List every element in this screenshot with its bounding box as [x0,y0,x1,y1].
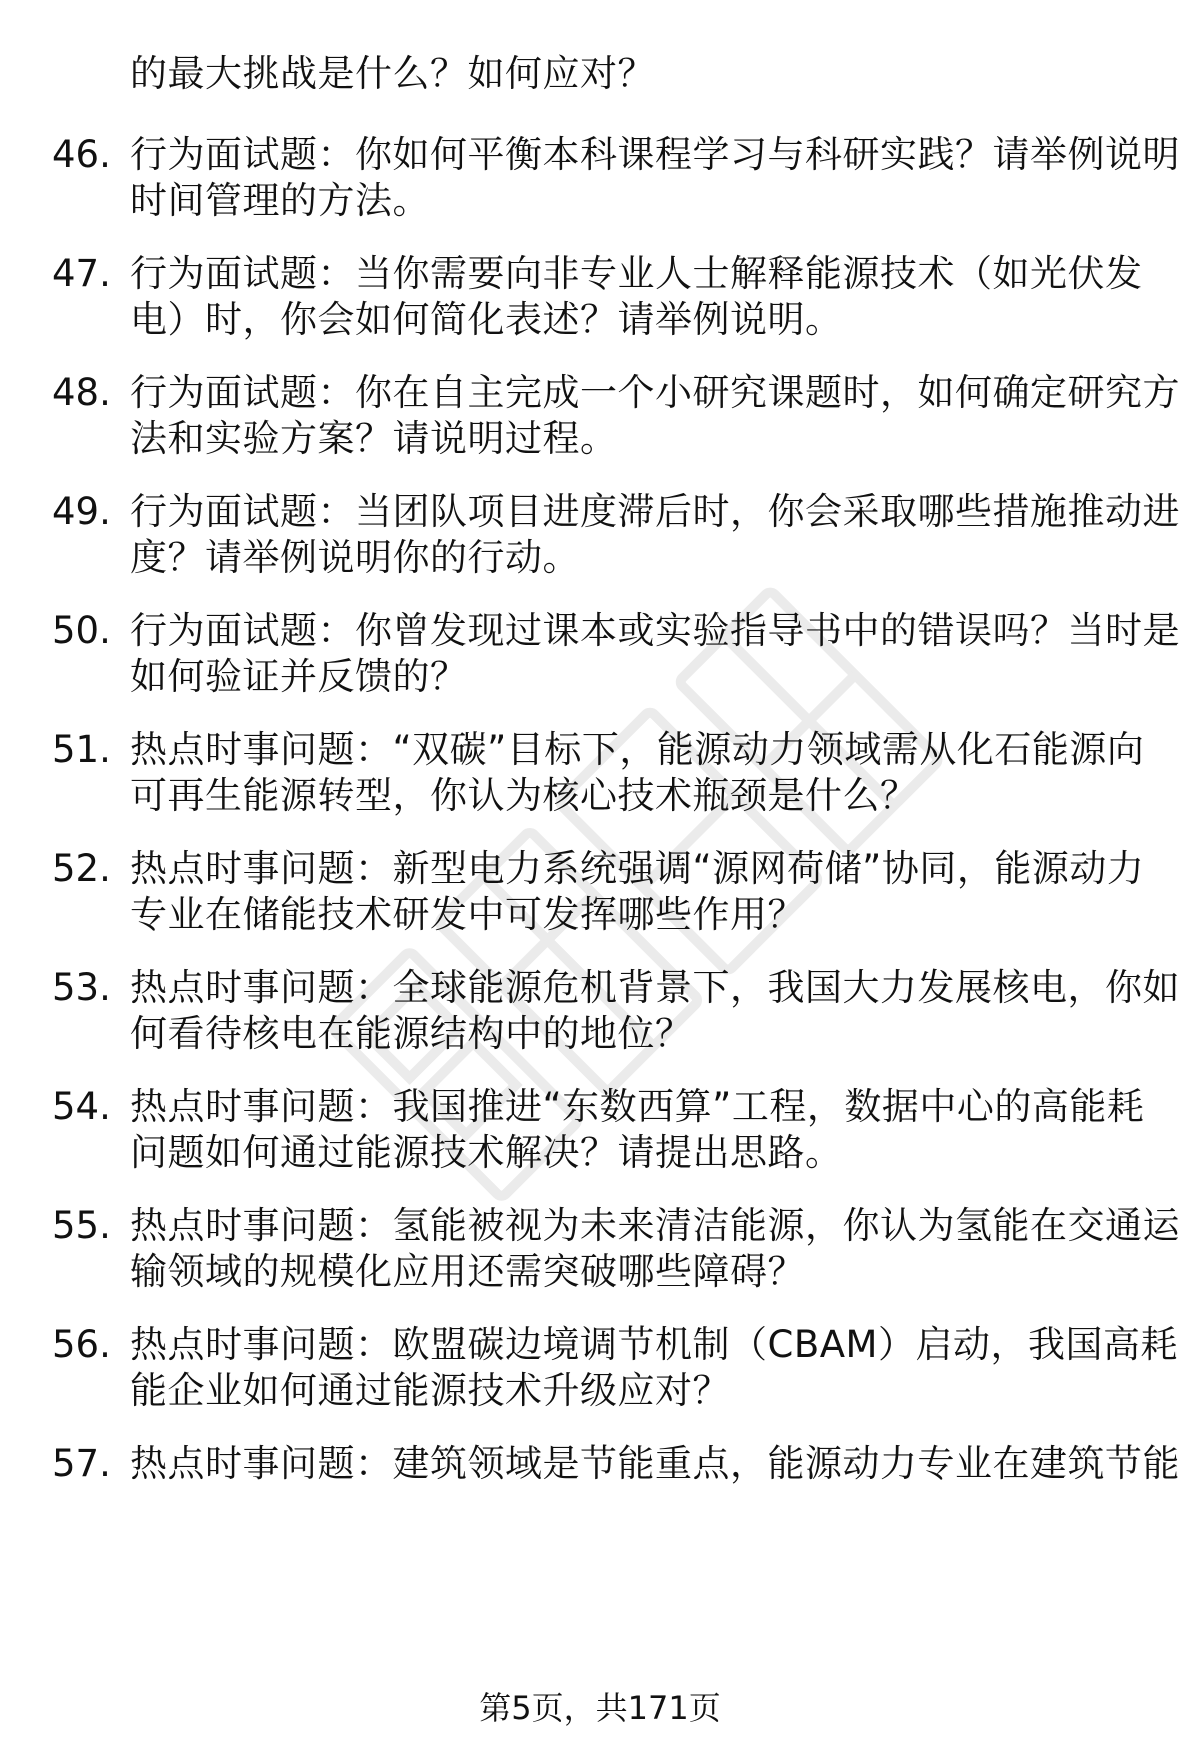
question-text-line: 行为面试题：你曾发现过课本或实验指导书中的错误吗？当时是 [130,609,1180,652]
question-number: 47. [52,252,111,295]
question-number: 55. [52,1204,111,1247]
question-text-line: 问题如何通过能源技术解决？请提出思路。 [130,1131,843,1174]
question-number: 56. [52,1323,111,1366]
question-text-line: 专业在储能技术研发中可发挥哪些作用？ [130,893,805,936]
question-text-line: 行为面试题：你在自主完成一个小研究课题时，如何确定研究方 [130,371,1180,414]
question-text-line: 热点时事问题：建筑领域是节能重点，能源动力专业在建筑节能 [130,1442,1180,1485]
question-text-line: 行为面试题：你如何平衡本科课程学习与科研实践？请举例说明 [130,133,1180,176]
question-text-line: 可再生能源转型，你认为核心技术瓶颈是什么？ [130,774,918,817]
question-number: 48. [52,371,111,414]
question-text-line: 行为面试题：当团队项目进度滞后时，你会采取哪些措施推动进 [130,490,1180,533]
question-text-line: 热点时事问题：氢能被视为未来清洁能源，你认为氢能在交通运 [130,1204,1180,1247]
question-text-line: 输领域的规模化应用还需突破哪些障碍？ [130,1250,805,1293]
question-text-line: 热点时事问题：欧盟碳边境调节机制（CBAM）启动，我国高耗 [130,1323,1178,1366]
question-text-line: 热点时事问题：新型电力系统强调“源网荷储”协同，能源动力 [130,847,1145,890]
question-number: 50. [52,609,111,652]
question-text-line: 热点时事问题：我国推进“东数西算”工程，数据中心的高能耗 [130,1085,1145,1128]
question-continuation: 的最大挑战是什么？如何应对？ [130,52,655,95]
question-text-line: 行为面试题：当你需要向非专业人士解释能源技术（如光伏发 [130,252,1143,295]
question-number: 46. [52,133,111,176]
question-text-line: 度？请举例说明你的行动。 [130,536,580,579]
question-number: 54. [52,1085,111,1128]
question-text-line: 法和实验方案？请说明过程。 [130,417,618,460]
question-number: 51. [52,728,111,771]
question-text-line: 热点时事问题：全球能源危机背景下，我国大力发展核电，你如 [130,966,1180,1009]
question-text-line: 能企业如何通过能源技术升级应对？ [130,1369,730,1412]
question-text-line: 如何验证并反馈的？ [130,655,468,698]
question-text-line: 热点时事问题：“双碳”目标下，能源动力领域需从化石能源向 [130,728,1145,771]
question-number: 52. [52,847,111,890]
question-number: 57. [52,1442,111,1485]
question-text-line: 何看待核电在能源结构中的地位？ [130,1012,693,1055]
question-text-line: 时间管理的方法。 [130,179,430,222]
page-footer: 第5页，共171页 [479,1689,721,1727]
question-text-line: 电）时，你会如何简化表述？请举例说明。 [130,298,843,341]
question-number: 49. [52,490,111,533]
question-number: 53. [52,966,111,1009]
